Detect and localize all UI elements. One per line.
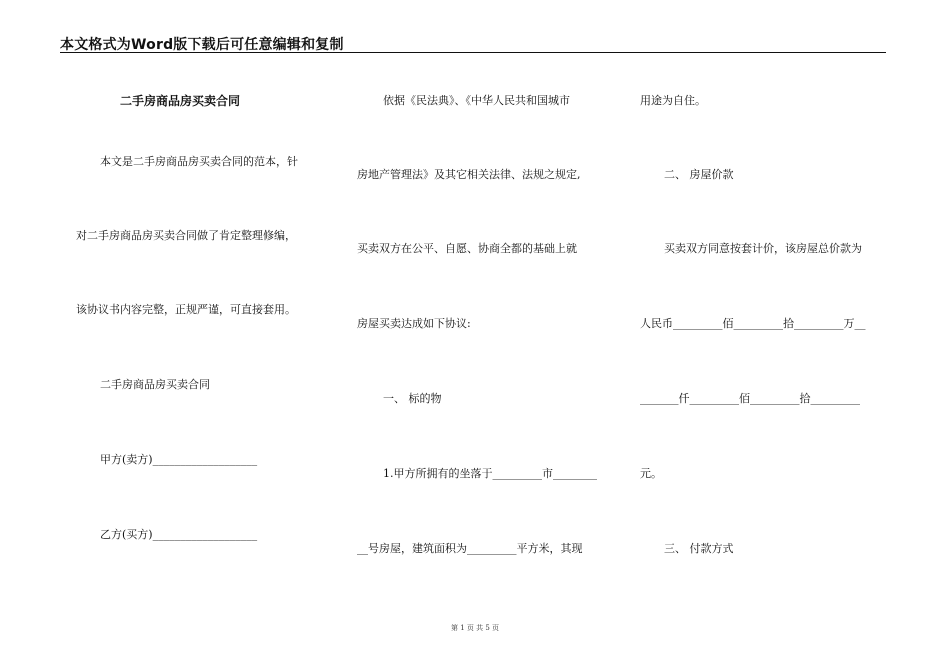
middle-line-4: 房屋买卖达成如下协议: [357,317,471,330]
section-heading-payment: 三、 付款方式 [664,542,734,555]
right-line-3: 买卖双方同意按套计价，该房屋总价款为 [664,242,862,255]
header-divider [60,52,886,53]
middle-line-6: 1.甲方所拥有的坐落于_________市________ [383,467,597,480]
party-b-line: 乙方(买方)___________________ [100,528,258,541]
page-indicator: 第 1 页 共 5 页 [450,624,500,632]
price-rmb-line: 人民币_________佰_________拾_________万__ [640,317,866,330]
party-a-line: 甲方(卖方)___________________ [100,453,258,466]
left-line-1: 本文是二手房商品房买卖合同的范本，针 [100,155,298,168]
left-line-4: 二手房商品房买卖合同 [100,378,210,391]
middle-line-3: 买卖双方在公平、自愿、协商全都的基础上就 [357,242,577,255]
right-line-1: 用途为自住。 [640,94,706,107]
left-line-2: 对二手房商品房买卖合同做了肯定整理修编， [76,229,296,242]
middle-line-7: __号房屋，建筑面积为_________平方米，其现 [357,542,583,555]
right-line-6: 元。 [640,467,662,480]
price-units-line: _______仟_________佰_________拾_________ [640,392,860,405]
section-heading-price: 二、 房屋价款 [664,168,734,181]
left-line-3: 该协议书内容完整，正规严谨，可直接套用。 [76,303,296,316]
middle-line-1: 依据《民法典》、《中华人民共和国城市 [383,94,570,107]
section-heading-subject: 一、 标的物 [383,392,442,405]
middle-line-2: 房地产管理法》及其它相关法律、法规之规定, [357,168,581,181]
document-title: 二手房商品房买卖合同 [120,94,241,108]
page-header-title: 本文格式为Word版下载后可任意编辑和复制 [60,37,344,53]
